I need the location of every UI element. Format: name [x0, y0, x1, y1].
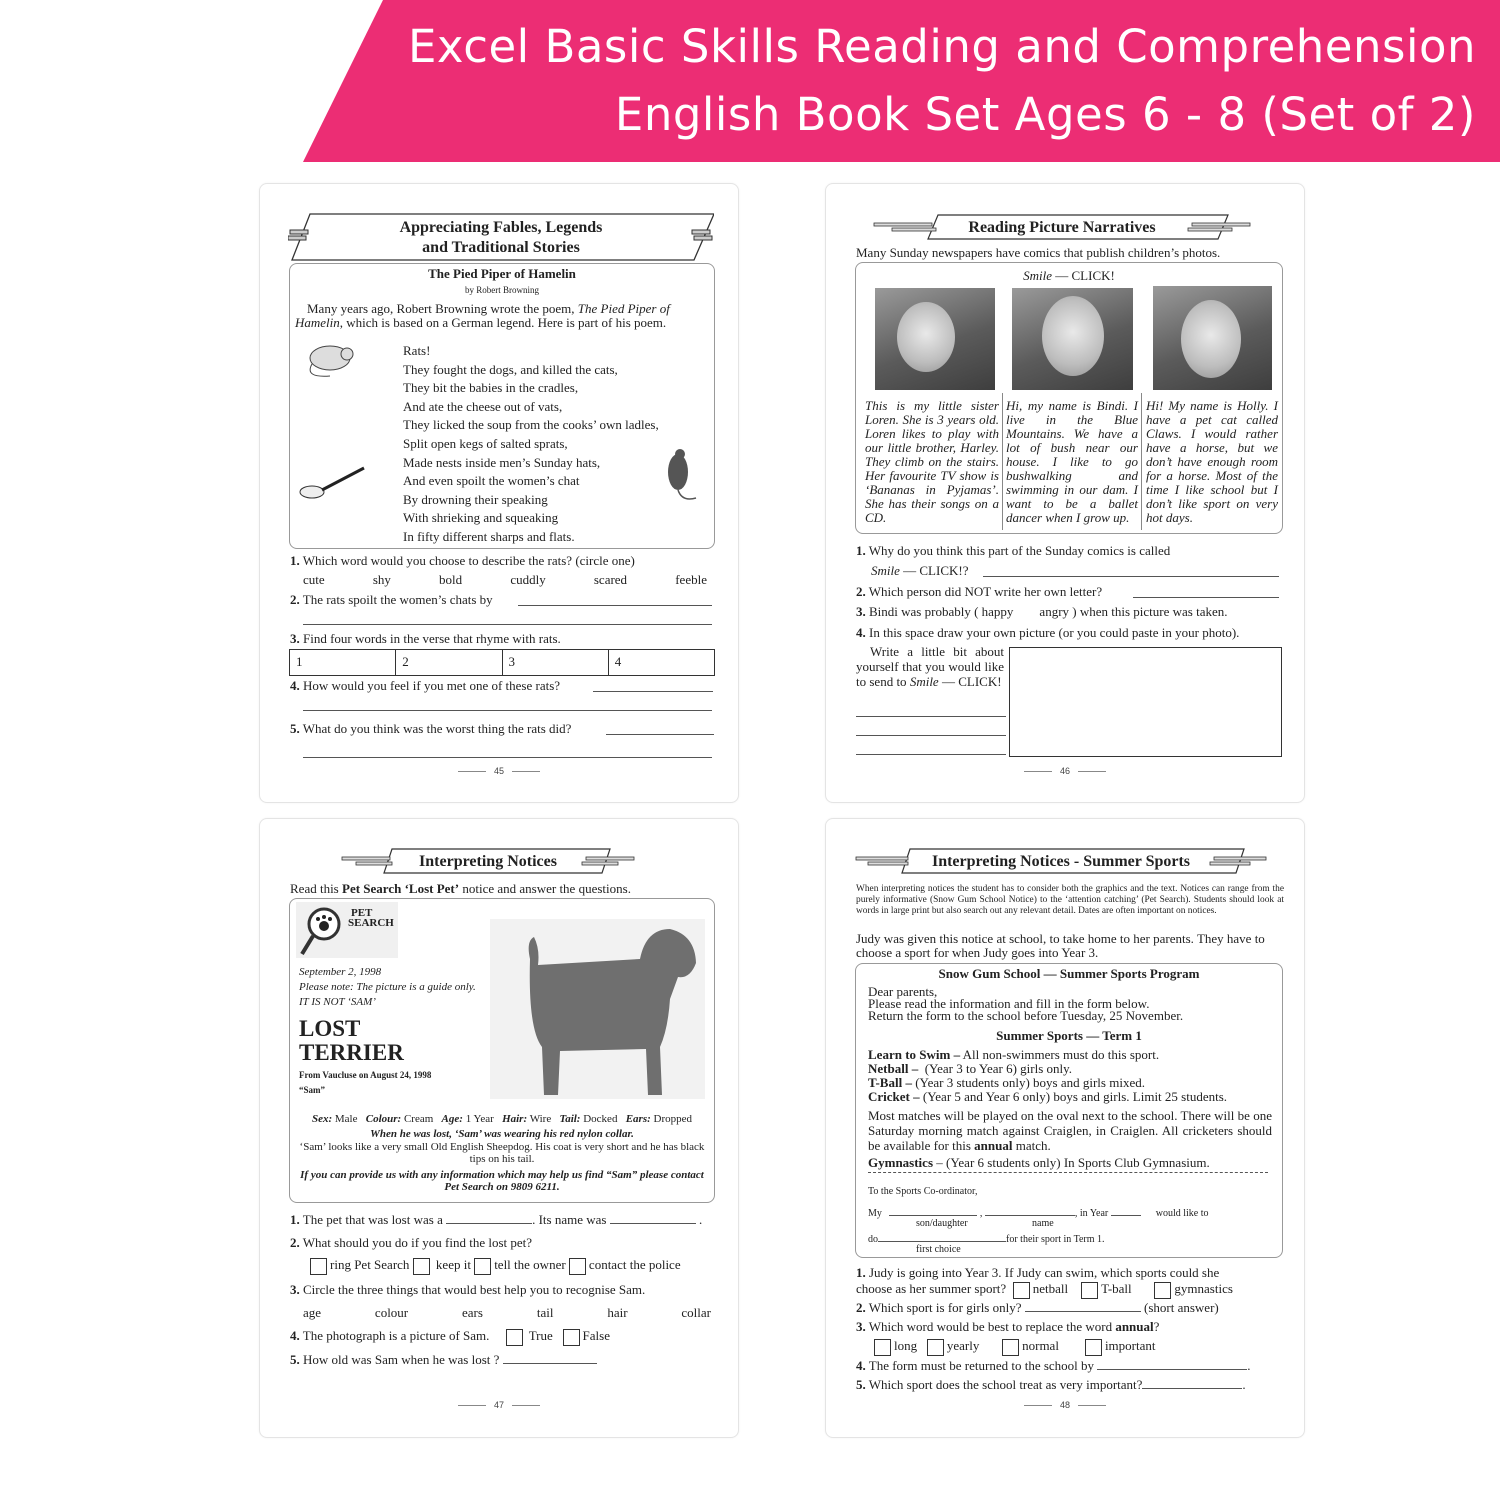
matches-info: Most matches will be played on the oval next to the school. There will be one Saturday morning match against Craiglen, in Craiglen. All cricketers should be available for this annual match.: [868, 1108, 1272, 1153]
answer-line[interactable]: [606, 734, 714, 735]
answer-line[interactable]: [303, 710, 712, 711]
option-hair[interactable]: hair: [607, 1305, 628, 1320]
notice-from: From Vaucluse on August 24, 1998: [299, 1070, 432, 1080]
checkbox[interactable]: [1081, 1282, 1098, 1299]
drawing-area[interactable]: [1009, 647, 1282, 757]
option-cute[interactable]: cute: [303, 572, 325, 587]
question-1: 1. Which word would you choose to describe the rats? (circle one): [290, 553, 635, 568]
box-title: Smile — CLICK!: [1023, 268, 1115, 283]
poem-box: [289, 263, 715, 549]
term-title: Summer Sports — Term 1: [996, 1028, 1142, 1043]
question-3: 3. Which word would be best to replace the word annual?: [856, 1319, 1160, 1334]
option-ring-pet-search[interactable]: ring Pet Search: [310, 1257, 409, 1272]
checkbox[interactable]: [1154, 1282, 1171, 1299]
checkbox[interactable]: [874, 1339, 891, 1356]
answer-line[interactable]: [303, 757, 712, 758]
terrier-silhouette-icon: [490, 919, 705, 1099]
story-title: The Pied Piper of Hamelin: [428, 266, 576, 281]
sport-cricket: Cricket – (Year 5 and Year 6 only) boys and girls. Limit 25 students.: [868, 1089, 1228, 1104]
question-3: 3. Bindi was probably ( happy angry ) when this picture was taken.: [856, 604, 1228, 619]
question-5: 5. How old was Sam when he was lost ?: [290, 1352, 597, 1367]
ladle-illustration-icon: [298, 464, 368, 500]
option-contact-police[interactable]: contact the police: [569, 1257, 681, 1272]
answer-line[interactable]: [518, 605, 712, 606]
checkbox[interactable]: [1002, 1339, 1019, 1356]
question-2: 2. What should you do if you find the lost pet?: [290, 1235, 533, 1250]
page-intro: Many Sunday newspapers have comics that publish children’s photos.: [856, 245, 1221, 260]
page-number: 48: [826, 1400, 1304, 1410]
option-important[interactable]: important: [1085, 1338, 1156, 1353]
rat-illustration-icon: [300, 340, 360, 382]
question-5: 5. Which sport does the school treat as very important? .: [856, 1377, 1246, 1392]
notice-title: Snow Gum School — Summer Sports Program: [938, 966, 1200, 981]
option-false[interactable]: False: [563, 1328, 610, 1343]
option-scared[interactable]: scared: [593, 572, 628, 587]
answer-blank[interactable]: [610, 1212, 696, 1224]
page-intro: Judy was given this notice at school, to take home to her parents. They have to choose a sport for when Judy goes into Year 3.: [856, 931, 1265, 960]
option-tail[interactable]: tail: [536, 1305, 554, 1320]
headline-lost: LOST: [299, 1016, 361, 1041]
rhyme-cell-4[interactable]: 4: [614, 654, 622, 669]
option-collar[interactable]: collar: [681, 1305, 711, 1320]
sport-swim: Learn to Swim – All non-swimmers must do this sport.: [868, 1047, 1160, 1062]
notice-date: September 2, 1998: [299, 966, 382, 978]
option-tell-owner[interactable]: tell the owner: [474, 1257, 565, 1272]
answer-blank[interactable]: [1097, 1358, 1247, 1370]
photo-loren: [875, 288, 995, 390]
banner-title-line2: English Book Set Ages 6 - 8 (Set of 2): [614, 88, 1476, 141]
answer-blank[interactable]: [446, 1212, 532, 1224]
q3-options: [303, 1305, 711, 1320]
notice-pet-name: “Sam”: [299, 1085, 326, 1095]
page-45: [259, 183, 739, 803]
title-banner: [0, 0, 1500, 162]
page-46: [825, 183, 1305, 803]
write-prompt: Write a little bit about yourself that you would like to send to Smile — CLICK!: [856, 644, 1004, 689]
answer-line[interactable]: [856, 735, 1006, 736]
checkbox[interactable]: [569, 1258, 586, 1275]
checkbox[interactable]: [1085, 1339, 1102, 1356]
notice-greeting: Dear parents, Please read the information and fill in the form below. Return the form to the school before Tuesday, 25 November.: [868, 984, 1184, 1023]
pet-description: ‘Sam’ looks like a very small Old English Sheepdog. His coat is very short and he has black tips on his tail.: [299, 1141, 705, 1165]
question-4: 4. The form must be returned to the school by .: [856, 1358, 1251, 1373]
photo-bindi: [1012, 288, 1133, 390]
option-tball[interactable]: T-ball: [1081, 1281, 1132, 1296]
answer-line[interactable]: [856, 754, 1006, 755]
checkbox[interactable]: [413, 1258, 430, 1275]
form-line-1: My , , in Year would like to: [868, 1204, 1268, 1221]
form-to: To the Sports Co-ordinator,: [868, 1186, 978, 1197]
option-bold[interactable]: bold: [439, 572, 463, 587]
checkbox[interactable]: [1013, 1282, 1030, 1299]
year-field[interactable]: [1111, 1204, 1141, 1216]
question-5: 5. What do you think was the worst thing the rats did?: [290, 721, 572, 736]
cut-line: [868, 1172, 1268, 1173]
question-3: 3. Circle the three things that would best help you to recognise Sam.: [290, 1282, 646, 1297]
form-line-2: do for their sport in Term 1.: [868, 1230, 1105, 1247]
option-ears[interactable]: ears: [462, 1305, 483, 1320]
page-47: [259, 818, 739, 1438]
checkbox[interactable]: [927, 1339, 944, 1356]
q3-options: [874, 1338, 1155, 1356]
lost-pet-notice: [289, 898, 715, 1203]
answer-blank[interactable]: [1025, 1300, 1141, 1312]
question-4: 4. The photograph is a picture of Sam. True False: [290, 1328, 610, 1346]
sport-gymnastics: Gymnastics – (Year 6 students only) In Sports Club Gymnasium.: [868, 1155, 1210, 1170]
question-1: 1. Why do you think this part of the Sunday comics is called: [856, 543, 1171, 558]
checkbox[interactable]: [563, 1329, 580, 1346]
rhyme-cell-2[interactable]: 2: [396, 650, 502, 675]
question-1: 1. Judy is going into Year 3. If Judy can swim, which sports could she: [856, 1265, 1220, 1280]
name-field[interactable]: [985, 1204, 1075, 1216]
page-title-band: [872, 213, 1252, 241]
rhyme-table: [289, 649, 715, 676]
poem-verse: Rats! They fought the dogs, and killed the cats, They bit the babies in the cradles, And ate the cheese out of vats, They licked the soup from the cooks’ own ladles, Split open kegs of salted sprats, Made nests inside men’s Sunday hats, And even spoilt the women’s chat By drowning their speaking With shrieking and squeaking In fifty different sharps and flats.: [403, 343, 659, 544]
page-number: 47: [260, 1400, 738, 1410]
option-true[interactable]: True: [506, 1328, 553, 1343]
option-age[interactable]: age: [303, 1305, 322, 1320]
page-title-band: [854, 847, 1268, 875]
magnifier-paw-icon: [298, 904, 348, 958]
answer-line[interactable]: [303, 624, 712, 625]
checkbox[interactable]: [506, 1329, 523, 1346]
question-1-continued: Smile — CLICK!?: [871, 563, 969, 578]
q2-options: [310, 1257, 681, 1275]
option-feeble[interactable]: feeble: [675, 572, 707, 587]
notice-note: Please note: The picture is a guide only. IT IS NOT ‘SAM’: [299, 981, 476, 1008]
answer-line[interactable]: [856, 716, 1006, 717]
answer-line[interactable]: [593, 691, 713, 692]
q1-options: [303, 572, 707, 587]
page-number: 46: [826, 766, 1304, 776]
answer-blank[interactable]: [1142, 1377, 1242, 1389]
label-first-choice: first choice: [916, 1244, 961, 1255]
page-title-band: [288, 212, 714, 262]
page-title: Interpreting Notices: [419, 853, 557, 870]
page-number: 45: [260, 766, 738, 776]
page-title-band: [340, 847, 636, 875]
label-son-daughter: son/daughter: [916, 1218, 968, 1229]
option-keep-it[interactable]: keep it: [413, 1257, 471, 1272]
son-daughter-field[interactable]: [889, 1204, 977, 1216]
sport-netball: Netball – (Year 3 to Year 6) girls only.: [868, 1061, 1073, 1076]
pet-search-logo: PET SEARCH: [296, 902, 398, 958]
teacher-note: When interpreting notices the student has to consider both the graphics and the text. Notices can range from the purely informative (Snow Gum School Notice) to the ‘attention catching’ (Pet Search). Students should look at words in large print but also search out any relevant detail. Dates are often important on notices.: [856, 884, 1284, 916]
question-1: 1. The pet that was lost was a . Its name was .: [290, 1212, 703, 1227]
question-2: 2. Which sport is for girls only? (short answer): [856, 1300, 1219, 1315]
page-intro: Read this Pet Search ‘Lost Pet’ notice and answer the questions.: [290, 881, 631, 896]
page-title: Interpreting Notices - Summer Sports: [931, 853, 1191, 870]
sports-notice: [855, 963, 1283, 1258]
story-intro: Many years ago, Robert Browning wrote the poem, The Pied Piper of Hamelin, which is based on a German legend. Here is part of his poem.: [295, 301, 670, 330]
page-title-line2: and Traditional Stories: [422, 239, 580, 256]
checkbox[interactable]: [310, 1258, 327, 1275]
collar-note: When he was lost, ‘Sam’ was wearing his red nylon collar.: [370, 1128, 634, 1140]
sports-list: [868, 1048, 1227, 1104]
option-cuddly[interactable]: cuddly: [510, 572, 546, 587]
letter-bindi: Hi, my name is Bindi. I live in the Blue Mountains. We have a lot of bush near our house. I like to go bushwalking and swimming in our dam. I want to be a ballet dancer when I grow up.: [1006, 398, 1138, 525]
option-yearly[interactable]: yearly: [927, 1338, 979, 1353]
letter-holly: Hi! My name is Holly. I have a pet cat called Claws. I would rather have a horse, but we don’t have enough room for a horse. Most of the time I like school but I don’t like sport on very hot days.: [1146, 398, 1278, 525]
option-normal[interactable]: normal: [1002, 1338, 1059, 1353]
contact-info: If you can provide us with any information which may help us find “Sam” please contact Pet Search on 9809 6211.: [300, 1169, 704, 1193]
answer-line[interactable]: [983, 576, 1279, 577]
headline-terrier: TERRIER: [299, 1040, 404, 1065]
question-3: 3. Find four words in the verse that rhyme with rats.: [290, 631, 561, 646]
question-4: 4. In this space draw your own picture (or you could paste in your photo).: [856, 625, 1240, 640]
answer-blank[interactable]: [503, 1352, 597, 1364]
question-2: 2. The rats spoilt the women’s chats by: [290, 592, 493, 607]
answer-line[interactable]: [1133, 597, 1279, 598]
story-author: by Robert Browning: [465, 285, 539, 295]
page-48: [825, 818, 1305, 1438]
smile-click-box: [855, 262, 1283, 534]
page-title-line1: Appreciating Fables, Legends: [399, 219, 603, 236]
mouse-illustration-icon: [660, 446, 698, 506]
rhyme-cell-1[interactable]: 1: [290, 650, 396, 675]
pet-attributes: Sex: Male Colour: Cream Age: 1 Year Hair: Wire Tail: Docked Ears: Dropped: [311, 1113, 693, 1125]
option-colour[interactable]: colour: [374, 1305, 409, 1320]
question-2: 2. Which person did NOT write her own letter?: [856, 584, 1103, 599]
letter-loren: This is my little sister Loren. She is 3 years old. Loren likes to play with our little brother, Harley. They climb on the stairs. Her favourite TV show is ‘Bananas in Pyjamas’. She has their songs on a CD.: [865, 398, 999, 525]
option-netball[interactable]: netball: [1013, 1281, 1068, 1296]
option-gymnastics[interactable]: gymnastics: [1154, 1281, 1233, 1296]
rhyme-cell-3[interactable]: 3: [503, 650, 609, 675]
option-long[interactable]: long: [874, 1338, 917, 1353]
question-1-options: choose as her summer sport? netball T-ball gymnastics: [856, 1281, 1233, 1299]
banner-title-line1: Excel Basic Skills Reading and Comprehension: [407, 20, 1476, 73]
question-4: 4. How would you feel if you met one of these rats?: [290, 678, 561, 693]
page-title: Reading Picture Narratives: [968, 219, 1156, 236]
label-name: name: [1032, 1218, 1054, 1229]
option-shy[interactable]: shy: [372, 572, 391, 587]
first-choice-field[interactable]: [878, 1230, 1006, 1242]
sport-tball: T-Ball – (Year 3 students only) boys and girls mixed.: [868, 1075, 1145, 1090]
dog-photo: [490, 919, 705, 1099]
photo-holly: [1153, 286, 1272, 390]
checkbox[interactable]: [474, 1258, 491, 1275]
